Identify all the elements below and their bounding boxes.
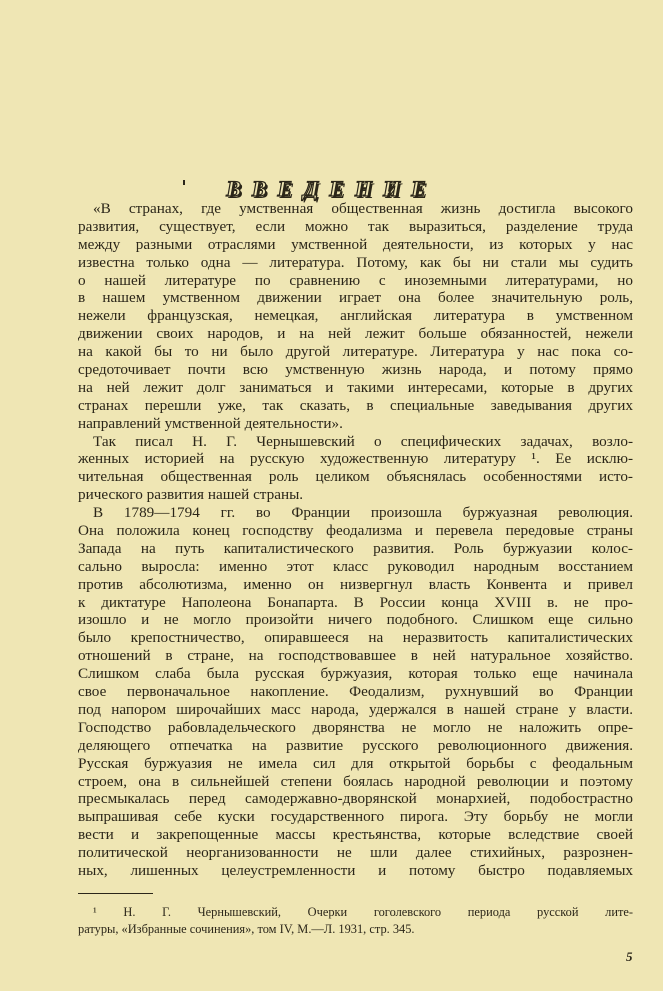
text-line: деляющего отпечатка на развитие русского революционного движения. bbox=[78, 736, 633, 754]
page-number: 5 bbox=[626, 949, 633, 964]
text-line: вести и закрепощенные массы крестьянства, которые вследствие своей bbox=[78, 826, 633, 844]
footnote-line: ратуры, «Избранные сочинения», том IV, М.—Л. 1931, стр. 345. bbox=[78, 922, 415, 936]
text-line: в нашем умственном движении играет она более значительную роль, bbox=[78, 289, 633, 307]
chapter-heading: ВВЕДЕНИЕ bbox=[226, 176, 437, 201]
text-line: движении своих народов, и на ней лежит больше обязанностей, нежели bbox=[78, 325, 633, 343]
text-line: пресмыкалась перед самодержавно-дворянской монархией, подобострастно bbox=[78, 790, 633, 808]
text-line: Так писал Н. Г. Чернышевский о специфических задачах, возло- bbox=[93, 432, 633, 450]
text-line: под напором широчайших масс народа, удержался в нашей стране у власти. bbox=[78, 700, 633, 718]
text-line: рического развития нашей страны. bbox=[78, 486, 304, 504]
footnote bbox=[78, 904, 633, 938]
footnote-line: ¹ Н. Г. Чернышевский, Очерки гоголевского периода русской лите- bbox=[93, 905, 633, 919]
text-line: «В странах, где умственная общественная жизнь достигла высокого bbox=[93, 200, 633, 217]
text-line: строем, она в сильнейшей степени боялась народной революции и поэтому bbox=[78, 772, 633, 790]
text-line: о нашей литературе по сравнению с иноземными литературами, но bbox=[78, 271, 633, 289]
body-text bbox=[78, 200, 633, 880]
text-line: свое первоначальное накопление. Феодализм, рухнувший во Франции bbox=[78, 683, 633, 701]
text-line: к диктатуре Наполеона Бонапарта. В России конца XVIII в. не про- bbox=[78, 593, 633, 611]
text-line: отношений в стране, на господствовавшее в ней натуральное хозяйство. bbox=[78, 647, 633, 665]
text-line: Русская буржуазия не имела сил для открытой борьбы с феодальным bbox=[78, 754, 633, 772]
text-line: средоточивает почти всю умственную жизнь народа, и потому прямо bbox=[78, 361, 633, 379]
text-line: сально выросла: именно этот класс руководил народным восстанием bbox=[78, 557, 633, 575]
text-line: направлений умственной деятельности». bbox=[78, 414, 343, 432]
text-line: Запада на путь капиталистического развития. Роль буржуазии колос- bbox=[78, 539, 633, 557]
text-line: изошло и не могло произойти ничего подобного. Слишком еще сильно bbox=[78, 611, 633, 629]
text-line: между разными отраслями умственной деятельности, из которых у нас bbox=[78, 235, 633, 253]
text-line: политической неорганизованности не шли далее стихийных, разрознен- bbox=[78, 844, 633, 862]
footnote-divider bbox=[78, 893, 153, 894]
text-line: против абсолютизма, именно он низвергнул власть Конвента и привел bbox=[78, 575, 633, 593]
text-line: ных, лишенных целеустремленности и потому быстро подавляемых bbox=[78, 861, 633, 879]
text-line: чительная общественная роль целиком объяснялась особенностями исто- bbox=[78, 468, 633, 486]
text-line: на ней лежит долг заниматься и такими интересами, которые в других bbox=[78, 378, 633, 396]
text-line: выпрашивая себе куски государственного пирога. Эту борьбу не могли bbox=[78, 808, 633, 826]
text-line: Господство рабовладельческого дворянства не могло не наложить опре- bbox=[78, 718, 633, 736]
text-line: Слишком слаба была русская буржуазия, которая только еще начинала bbox=[78, 665, 633, 683]
text-line: Она положила конец господству феодализма и перевела передовые страны bbox=[78, 522, 633, 540]
text-line: странах перешли уже, так сказать, в специальные заведывания других bbox=[78, 396, 633, 414]
text-line: было крепостничество, опиравшееся на неразвитость капиталистических bbox=[78, 629, 633, 647]
text-line: развития, существует, если можно так выразиться, разделение труда bbox=[78, 217, 633, 235]
text-line: известна только одна — литература. Потому, как бы ни стали мы судить bbox=[78, 253, 633, 271]
text-line: В 1789—1794 гг. во Франции произошла буржуазная революция. bbox=[93, 504, 633, 522]
text-line: на какой бы то ни было другой литературе. Литература у нас пока со- bbox=[78, 343, 633, 361]
text-line: женных историей на русскую художественную литературу ¹. Ее исклю- bbox=[78, 450, 633, 468]
text-line: нежели французская, немецкая, английская литература в умственном bbox=[78, 307, 633, 325]
